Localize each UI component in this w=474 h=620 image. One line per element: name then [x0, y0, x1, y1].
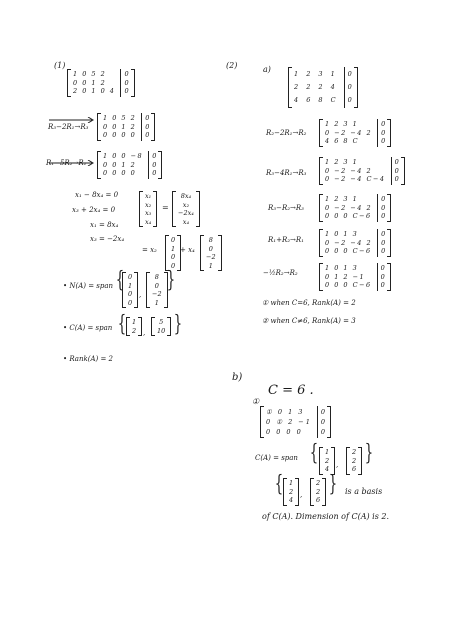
p2-matrix-0: 1 2 3 1 2 2 2 4 4 6 8 C 0 0 0 — [288, 67, 358, 108]
p1-eq2: x₃ + 2x₄ = 0 — [72, 206, 116, 214]
p2-col-brace-left: { — [309, 441, 319, 466]
p2-matrix-5: 1 0 1 3 0 1 2 −1 0 0 0 C−6 0 0 0 — [319, 263, 391, 291]
p1-comb-eq: = x₂ — [142, 246, 157, 254]
p2-matrix-2: 1 2 3 1 0 −2 −4 2 0 −2 −4 C−4 0 0 0 — [319, 157, 405, 185]
p1-matrix-0 — [67, 69, 135, 97]
p1-m0-main: 1 0 5 2 0 0 1 2 2 0 1 0 4 — [73, 70, 116, 95]
p2-op4: R₁+R₂→R₁ — [268, 236, 304, 244]
p1-null-v2: 8 0 −2 1 — [146, 272, 168, 308]
p2-basis-text: is a basis — [345, 487, 383, 496]
p1-eq4: x₃ = −2x₄ — [90, 235, 125, 243]
p1-eq3: x₁ = 8x₄ — [90, 221, 119, 229]
p2-col-label: C(A) = span — [255, 454, 298, 462]
p1-op2: R₁−5R₂→R₁ — [46, 159, 87, 167]
p1-null-brace-left: { — [115, 268, 125, 293]
p2-basis-v1: 1 2 4 — [283, 478, 299, 506]
p2-case2: ② when C≠6, Rank(A) = 3 — [262, 317, 356, 325]
p2-final: of C(A). Dimension of C(A) is 2. — [262, 512, 390, 521]
p1-col-v2: 5 10 — [151, 317, 171, 336]
p2-basis-v2: 2 2 6 — [310, 478, 326, 506]
p1-matrix-2: 1 0 0 −8 0 0 1 2 0 0 0 0 0 0 0 — [97, 151, 162, 179]
p2-basis-brace-right: } — [328, 472, 338, 497]
p1-null-v1: 0 1 0 0 — [122, 272, 138, 308]
p2-col-v1: 1 2 4 — [319, 447, 335, 475]
p1-comb-plus: + x₄ — [180, 246, 195, 254]
p2-circ1: ① — [252, 397, 260, 406]
p2-op1: R₂−2R₁→R₂ — [266, 129, 307, 137]
p1-xvec: x₁ x₂ x₃ x₄ — [139, 191, 157, 227]
p2-matrix-1: 1 2 3 1 0 −2 −4 2 4 6 8 C 0 0 0 — [319, 119, 391, 147]
p1-null-brace-right: } — [166, 268, 176, 293]
part2-a-label: a) — [263, 65, 271, 74]
p1-op1: R₃−2R₁→R₃ — [48, 123, 89, 131]
p2-col-brace-right: } — [364, 441, 374, 466]
p1-comb-v2: 8 0 −2 1 — [200, 235, 222, 271]
p1-matrix-1: 1 0 5 2 0 0 1 2 0 0 0 0 0 0 0 — [97, 113, 155, 141]
p2-op2: R₃−4R₁→R₃ — [266, 169, 307, 177]
p2-basis-brace-left: { — [274, 472, 284, 497]
p1-rank: • Rank(A) = 2 — [63, 355, 113, 363]
p1-col-brace-left: { — [117, 312, 127, 337]
p1-col-v1: 1 2 — [126, 317, 142, 336]
p1-col-label: • C(A) = span — [63, 324, 113, 332]
p1-comb-v1: 0 1 0 0 — [165, 235, 181, 271]
p2-col-comma: , — [336, 461, 339, 469]
p2-basis-comma: , — [300, 491, 303, 499]
p1-col-brace-right: } — [173, 312, 183, 337]
part1-label: (1) — [54, 61, 66, 70]
p2-col-v2: 2 2 6 — [346, 447, 362, 475]
part2-label: (2) — [226, 61, 238, 70]
p2-op5: −½R₂→R₂ — [263, 269, 298, 277]
p1-col-comma: , — [143, 329, 146, 337]
p2-op3: R₃−R₂→R₃ — [268, 204, 304, 212]
p2-matrix-4: 1 0 1 3 0 −2 −4 2 0 0 0 C−6 0 0 0 — [319, 229, 391, 257]
p1-m0-aug: 0 0 0 — [120, 69, 130, 97]
part2-b-label: b) — [232, 372, 243, 383]
p1-rvec: 8x₄ x₂ −2x₄ x₄ — [172, 191, 200, 227]
p1-eq1: x₁ − 8x₄ = 0 — [75, 191, 119, 199]
p1-null-comma: , — [139, 291, 142, 299]
p1-null-label: • N(A) = span — [63, 282, 114, 290]
p2-matrix-6: ① 0 1 3 0 ① 2 −1 0 0 0 0 0 0 0 — [260, 406, 331, 438]
p2-matrix-3: 1 2 3 1 0 −2 −4 2 0 0 0 C−6 0 0 0 — [319, 194, 391, 222]
p1-eqsign: = — [162, 203, 169, 212]
p2-c-eq: C = 6 . — [268, 383, 314, 398]
p2-case1: ① when C=6, Rank(A) = 2 — [262, 299, 356, 307]
